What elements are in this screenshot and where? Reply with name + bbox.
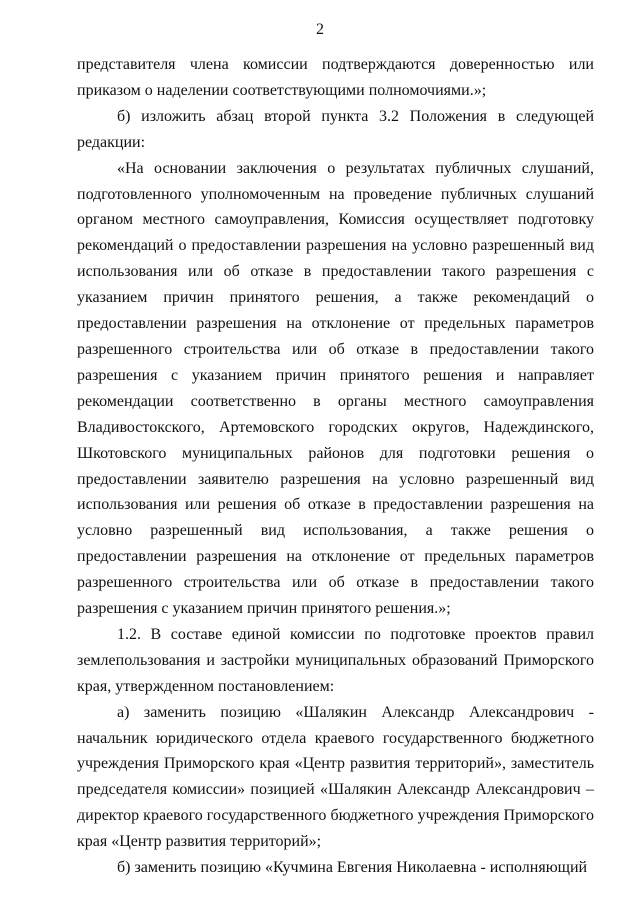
document-body (77, 52, 594, 881)
paragraph-item-a: а) заменить позицию «Шалякин Александр Александрович - начальник юридического отдела краевого государственного бюджетного учреждения Приморского края «Центр развития территорий», заместитель председателя комиссии» позицией «Шалякин Александр Александрович – директор краевого государственного бюджетного учреждения Приморского края «Центр развития территорий»; (77, 703, 594, 851)
page-number: 2 (316, 21, 324, 38)
paragraph-section-1-2: 1.2. В составе единой комиссии по подготовке проектов правил землепользования и застройки муниципальных образований Приморского края, утвержденном постановлением: (77, 625, 594, 695)
paragraph-item-b-intro: б) изложить абзац второй пункта 3.2 Положения в следующей редакции: (77, 107, 594, 151)
paragraph-continuation: представителя члена комиссии подтверждаются доверенностью или приказом о наделении соответствующими полномочиями.»; (77, 56, 594, 99)
paragraph-quoted-clause: «На основании заключения о результатах публичных слушаний, подготовленного уполномоченным на проведение публичных слушаний органом местного самоуправления, Комиссия осуществляет подготовку рекомендаций о предоставлении разрешения на условно разрешенный вид использования или об отказе в предоставлении такого разрешения с указанием причин принятого решения, а также рекомендаций о предоставлении разрешения на отклонение от предельных параметров разрешенного строительства или об отказе в предоставлении такого разрешения с указанием причин принятого решения и направляет рекомендации соответственно в органы местного самоуправления Владивостокского, Артемовского городских округов, Надеждинского, Шкотовского муниципальных районов для подготовки решения о предоставлении заявителю разрешения на условно разрешенный вид использования или решения об отказе в предоставлении разрешения на условно разрешенный вид использования, а также решения о предоставлении разрешения на отклонение от предельных параметров разрешенного строительства или об отказе в предоставлении такого разрешения с указанием причин принятого решения.»; (77, 159, 594, 618)
paragraph-item-b: б) заменить позицию «Кучмина Евгения Николаевна - исполняющий (117, 859, 588, 877)
